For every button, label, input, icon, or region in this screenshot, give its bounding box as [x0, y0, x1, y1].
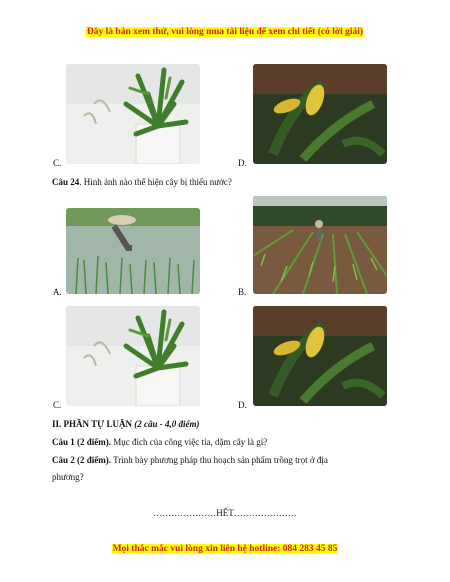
wilted-plant-photo: [66, 64, 200, 164]
option-a-label: A.: [53, 287, 62, 297]
wilted-plant-photo-2: [66, 306, 200, 406]
option-d-label-2: D.: [238, 400, 247, 410]
question-24: Câu 24. Hình ảnh nào thể hiện cây bị thiếu nước?: [52, 177, 232, 187]
rice-field-farmer-photo: [66, 208, 200, 294]
yellow-leaf-plant-photo: [253, 64, 387, 164]
option-d-label: D.: [238, 158, 247, 168]
section-2-heading: II. PHẦN TỰ LUẬN (2 câu - 4,0 điểm): [52, 419, 200, 429]
preview-notice-banner: Đây là bản xem thử, vui lòng mua tài liệu để xem chi tiết (có lời giải): [86, 27, 364, 37]
essay-question-2-cont: phương?: [52, 472, 84, 482]
hotline-banner: Mọi thắc mắc vui lòng xin liên hệ hotline: 084 283 45 85: [112, 544, 338, 554]
corn-field-farmer-photo: [253, 196, 387, 294]
essay-question-2: Câu 2 (2 điểm). Trình bày phương pháp thu hoạch sản phẩm trồng trọt ở địa: [52, 455, 328, 465]
essay-question-1: Câu 1 (2 điểm). Mục đích của công việc tỉa, dặm cây là gì?: [52, 437, 268, 447]
option-c-label-2: C.: [53, 400, 62, 410]
end-mark: …………………HẾT…………………: [153, 508, 297, 518]
option-b-label: B.: [238, 287, 247, 297]
yellow-leaf-plant-photo-2: [253, 306, 387, 406]
option-c-label: C.: [53, 158, 62, 168]
